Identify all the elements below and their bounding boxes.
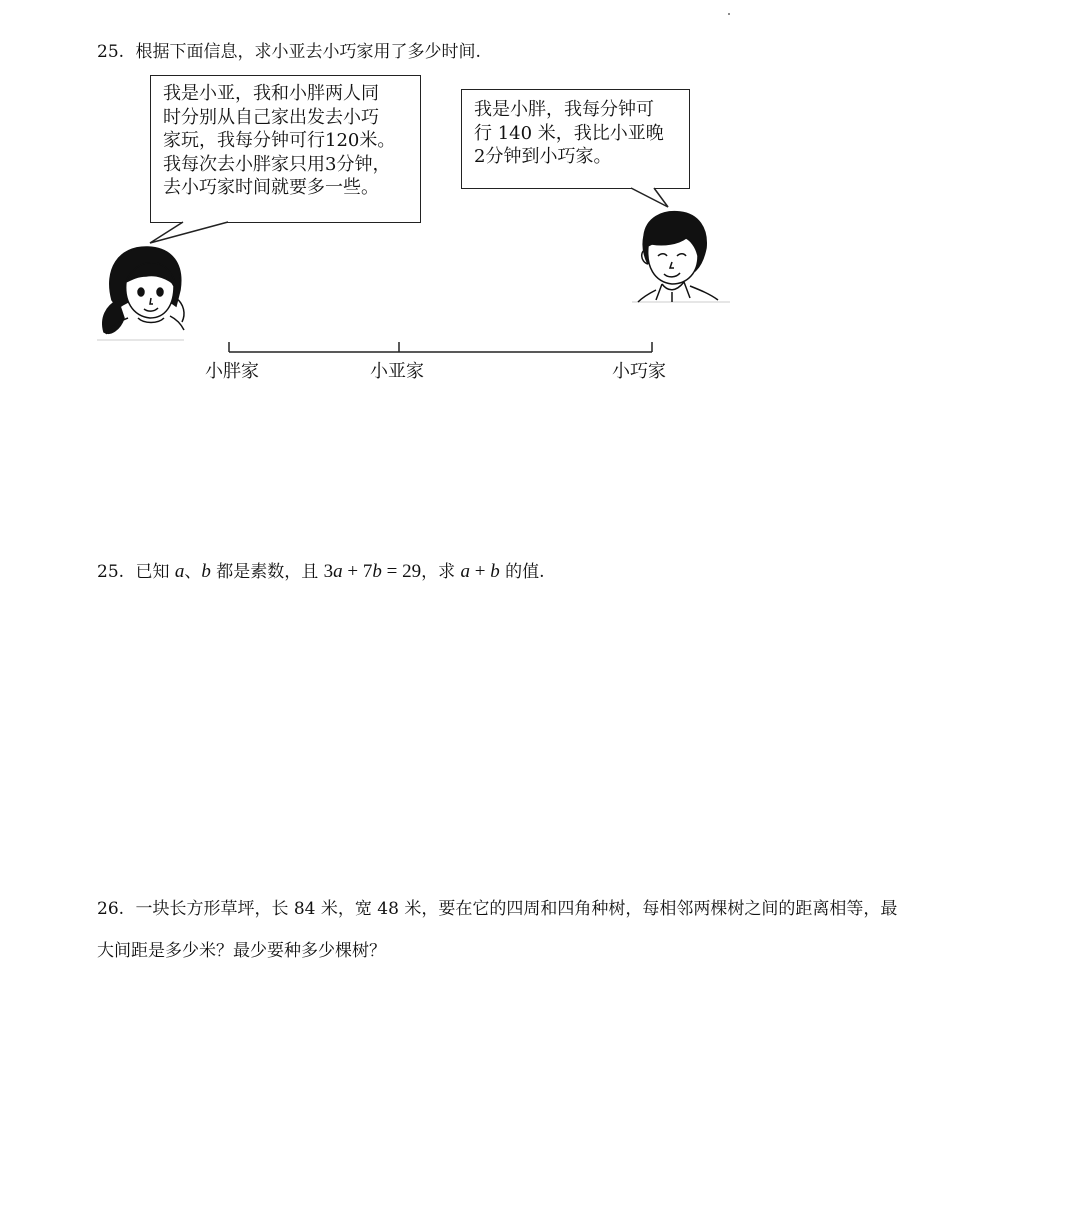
question-number: 26.: [97, 899, 125, 919]
bubble-tail-left: [150, 222, 228, 243]
bubble-line: 行 140 米，我比小亚晚: [474, 122, 664, 144]
label-xiaoqiao-home: 小巧家: [612, 361, 666, 382]
question-comma: ，求: [421, 562, 456, 582]
bubble-line: 我每次去小胖家只用3分钟，: [163, 153, 391, 175]
bubble-line: 我是小亚，我和小胖两人同: [163, 83, 379, 104]
question-26-line-2: 大间距是多少米？最少要种多少棵树？: [97, 941, 386, 961]
variable-a: a: [174, 561, 185, 582]
variable-b: b: [201, 561, 211, 582]
question-text: 根据下面信息，求小亚去小巧家用了多少时间.: [135, 42, 481, 62]
bubble-line: 2分钟到小巧家。: [474, 146, 612, 167]
label-xiaopang-home: 小胖家: [205, 361, 259, 382]
bubble-line: 时分别从自己家出发去小巧: [163, 106, 379, 128]
question-25-primes: [97, 561, 545, 583]
bubble-tail-right: [631, 188, 668, 207]
question-number: 25.: [97, 562, 125, 582]
bubble-line: 家玩，我每分钟可行120米。: [163, 130, 396, 151]
question-middle: 都是素数，且: [216, 562, 319, 582]
girl-xiaoya-icon: [97, 247, 184, 340]
sum-expression: a + b: [460, 561, 500, 582]
bubble-line: 去小巧家时间就要多一些。: [163, 177, 379, 198]
question-suffix: 的值.: [505, 562, 545, 582]
boy-xiaopang-icon: [632, 212, 730, 302]
question-prefix: 已知: [135, 562, 170, 582]
distance-number-line: [229, 342, 652, 352]
equation: 3a + 7b = 29: [323, 561, 422, 582]
question-number: 25.: [97, 42, 125, 62]
bubble-line: 我是小胖，我每分钟可: [474, 99, 654, 120]
question-26-lawn-trees: [97, 898, 897, 920]
question-line-1: 一块长方形草坪，长 84 米，宽 48 米，要在它的四周和四角种树，每相邻两棵树之间的距离相等，最: [135, 899, 898, 919]
separator: 、: [184, 562, 202, 582]
illustration: [0, 0, 1068, 420]
label-xiaoya-home: 小亚家: [370, 361, 424, 382]
